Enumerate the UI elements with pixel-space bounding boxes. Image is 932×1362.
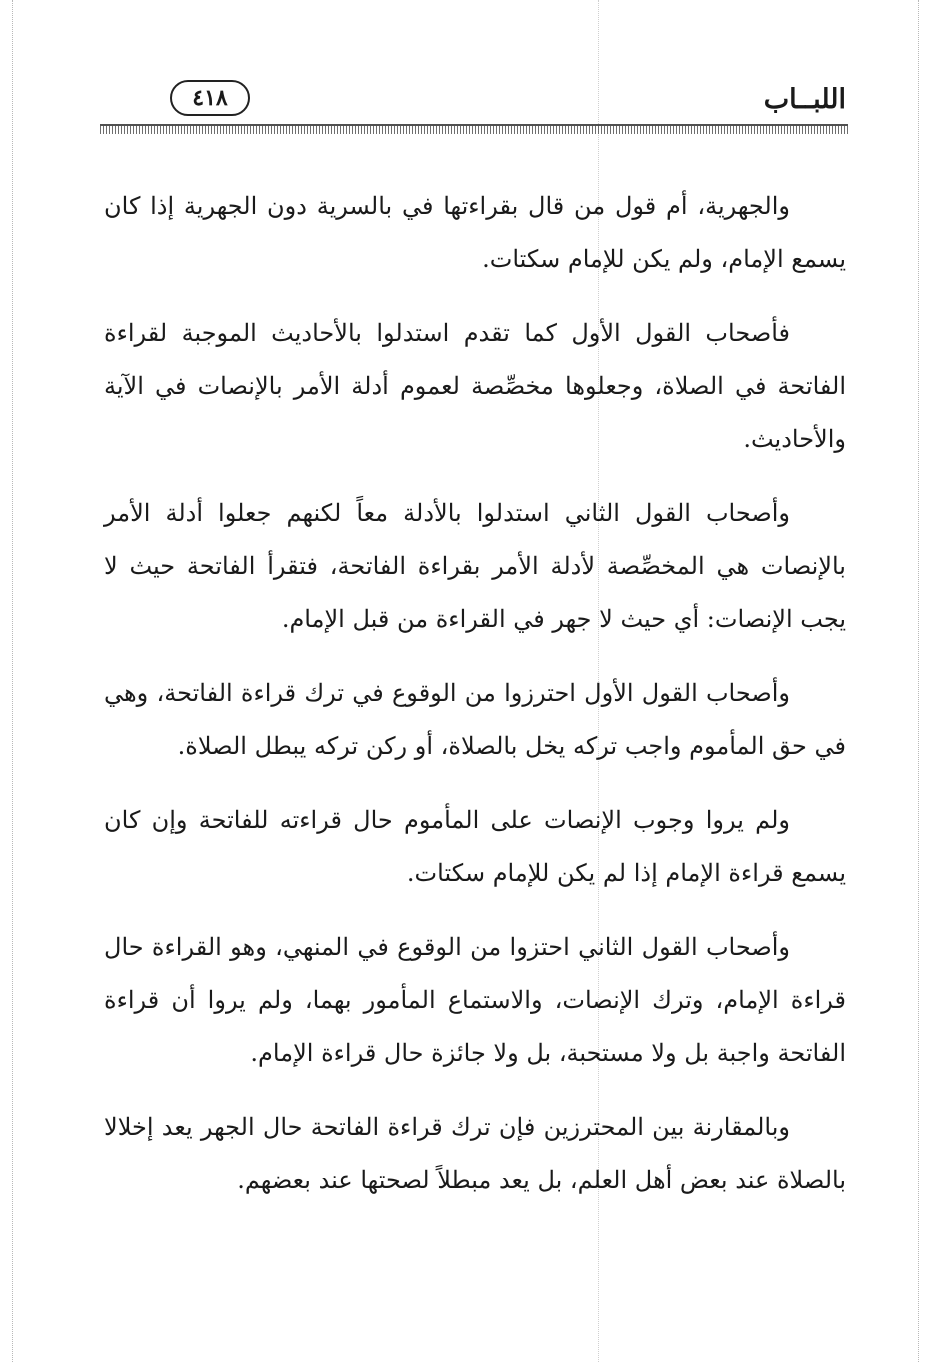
paragraph: وأصحاب القول الثاني احتزوا من الوقوع في المنهي، وهو القراءة حال قراءة الإمام، وترك الإنصات، والاستماع المأمور بهما، ولم يروا أن قراءة الفاتحة واجبة بل ولا مستحبة، بل ولا جائزة حال قراءة الإمام. xyxy=(104,933,846,1067)
header-rule xyxy=(100,124,848,134)
paragraph: وبالمقارنة بين المحترزين فإن ترك قراءة الفاتحة حال الجهر يعد إخلالا بالصلاة عند بعض أهل العلم، بل يعد مبطلاً لصحتها عند بعضهم. xyxy=(104,1113,846,1194)
page-header xyxy=(100,78,848,120)
paragraph: ولم يروا وجوب الإنصات على المأموم حال قراءته للفاتحة وإن كان يسمع قراءة الإمام إذا لم يكن للإمام سكتات. xyxy=(104,806,846,887)
paragraph: والجهرية، أم قول من قال بقراءتها في بالسرية دون الجهرية إذا كان يسمع الإمام، ولم يكن للإمام سكتات. xyxy=(104,192,846,273)
running-title: اللبــاب xyxy=(763,84,846,115)
paragraph: وأصحاب القول الثاني استدلوا بالأدلة معاً لكنهم جعلوا أدلة الأمر بالإنصات هي المخصِّصة لأدلة الأمر بقراءة الفاتحة، فتقرأ الفاتحة حيث لا يجب الإنصات: أي حيث لا جهر في القراءة من قبل الإمام. xyxy=(104,499,846,633)
scan-edge-left xyxy=(12,0,13,1362)
paragraph: وأصحاب القول الأول احترزوا من الوقوع في ترك قراءة الفاتحة، وهي في حق المأموم واجب تركه يخل بالصلاة، أو ركن تركه يبطل الصلاة. xyxy=(104,679,846,760)
paragraph: فأصحاب القول الأول كما تقدم استدلوا بالأحاديث الموجبة لقراءة الفاتحة في الصلاة، وجعلوها مخصِّصة لعموم أدلة الأمر بالإنصات في الآية والأحاديث. xyxy=(104,319,846,453)
page-number-badge: ٤١٨ xyxy=(170,80,250,116)
scan-edge-right xyxy=(918,0,919,1362)
page-body xyxy=(104,180,846,1228)
